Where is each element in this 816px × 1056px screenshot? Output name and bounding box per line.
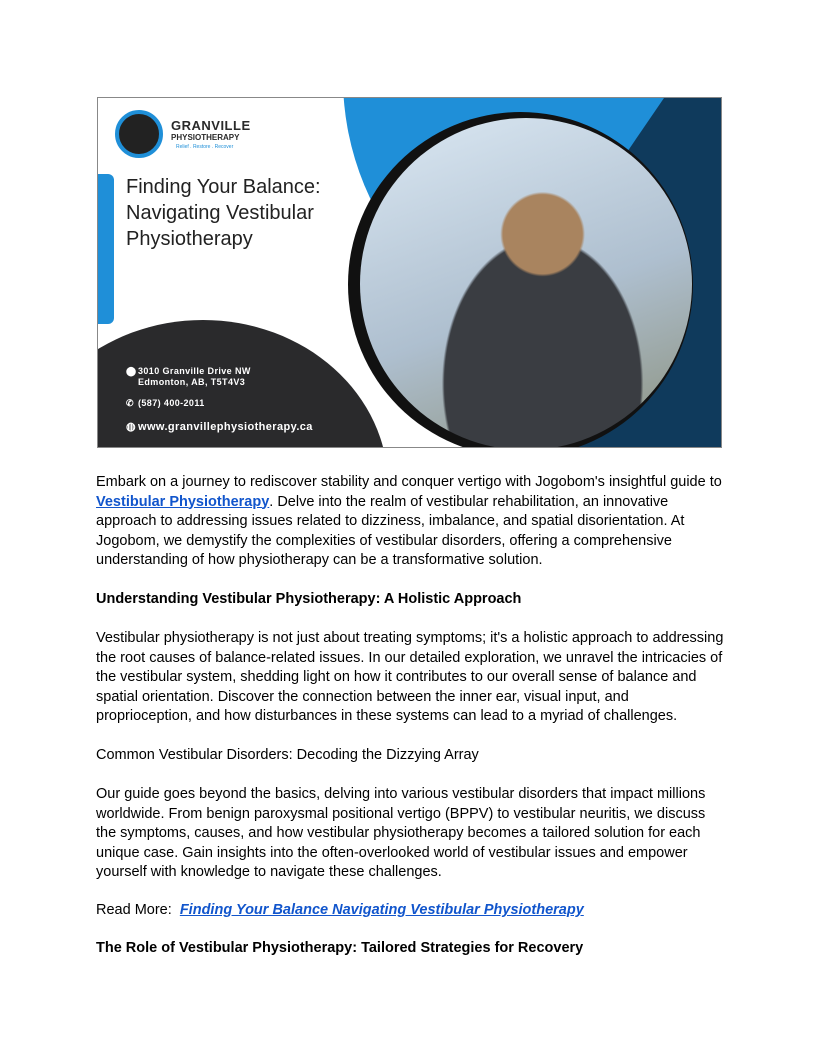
- read-more: Read More: Finding Your Balance Navigating Vestibular Physiotherapy: [96, 902, 584, 918]
- read-more-link[interactable]: Finding Your Balance Navigating Vestibular Physiotherapy: [179, 902, 584, 918]
- paragraph-disorders: Our guide goes beyond the basics, delving into various vestibular disorders that impact millions worldwide. From benign paroxysmal positional vertigo (BPPV) to vestibular neuritis, we discuss the symptoms, causes, and how vestibular physiotherapy becomes a tailored solution for each unique case. Gain insights into the often-overlooked world of vestibular issues and empower yourself with knowledge to navigate these challenges.: [96, 786, 706, 880]
- brand-sub: PHYSIOTHERAPY: [171, 133, 240, 142]
- phone-icon: ✆: [126, 398, 134, 408]
- vestibular-physiotherapy-link[interactable]: Vestibular Physiotherapy: [96, 493, 270, 510]
- decor-blue-bar: [98, 174, 114, 324]
- phone: ✆ (587) 400-2011: [126, 398, 205, 408]
- heading-understanding: Understanding Vestibular Physiotherapy: A Holistic Approach: [96, 591, 522, 607]
- banner-image: [97, 97, 722, 448]
- man-holding-head-photo: [360, 118, 692, 448]
- banner-title: Finding Your Balance: Navigating Vestibular Physiotherapy: [126, 176, 321, 250]
- website: ◍ www.granvillephysiotherapy.ca: [126, 421, 313, 433]
- address: ⬤ 3010 Granville Drive NW Edmonton, AB, T5T4V3: [126, 366, 251, 387]
- location-pin-icon: ⬤: [126, 366, 137, 376]
- globe-icon: ◍: [126, 421, 136, 433]
- brand-tagline: Relief . Restore . Recover: [176, 144, 234, 150]
- heading-role: The Role of Vestibular Physiotherapy: Tailored Strategies for Recovery: [96, 940, 584, 956]
- intro-paragraph: Embark on a journey to rediscover stability and conquer vertigo with Jogobom's insightful guide to Vestibular Physiotherapy. Delve into the realm of vestibular rehabilitation, an innovative approach to addressing issues related to dizziness, imbalance, and spatial disorientation. At Jogobom, we demystify the complexities of vestibular disorders, offering a comprehensive understanding of how physiotherapy can be a transformative solution.: [96, 474, 722, 568]
- paragraph-holistic: Vestibular physiotherapy is not just about treating symptoms; it's a holistic approach to addressing the root causes of balance-related issues. In our detailed exploration, we unravel the intricacies of the vestibular system, shedding light on how it contributes to our overall sense of balance and spatial orientation. Discover the connection between the inner ear, visual input, and proprioception, and how disturbances in these systems can lead to a myriad of challenges.: [96, 630, 724, 724]
- granville-logo-icon: [115, 110, 163, 158]
- heading-common-disorders: Common Vestibular Disorders: Decoding the Dizzying Array: [96, 747, 479, 763]
- brand-name: GRANVILLE: [171, 118, 251, 133]
